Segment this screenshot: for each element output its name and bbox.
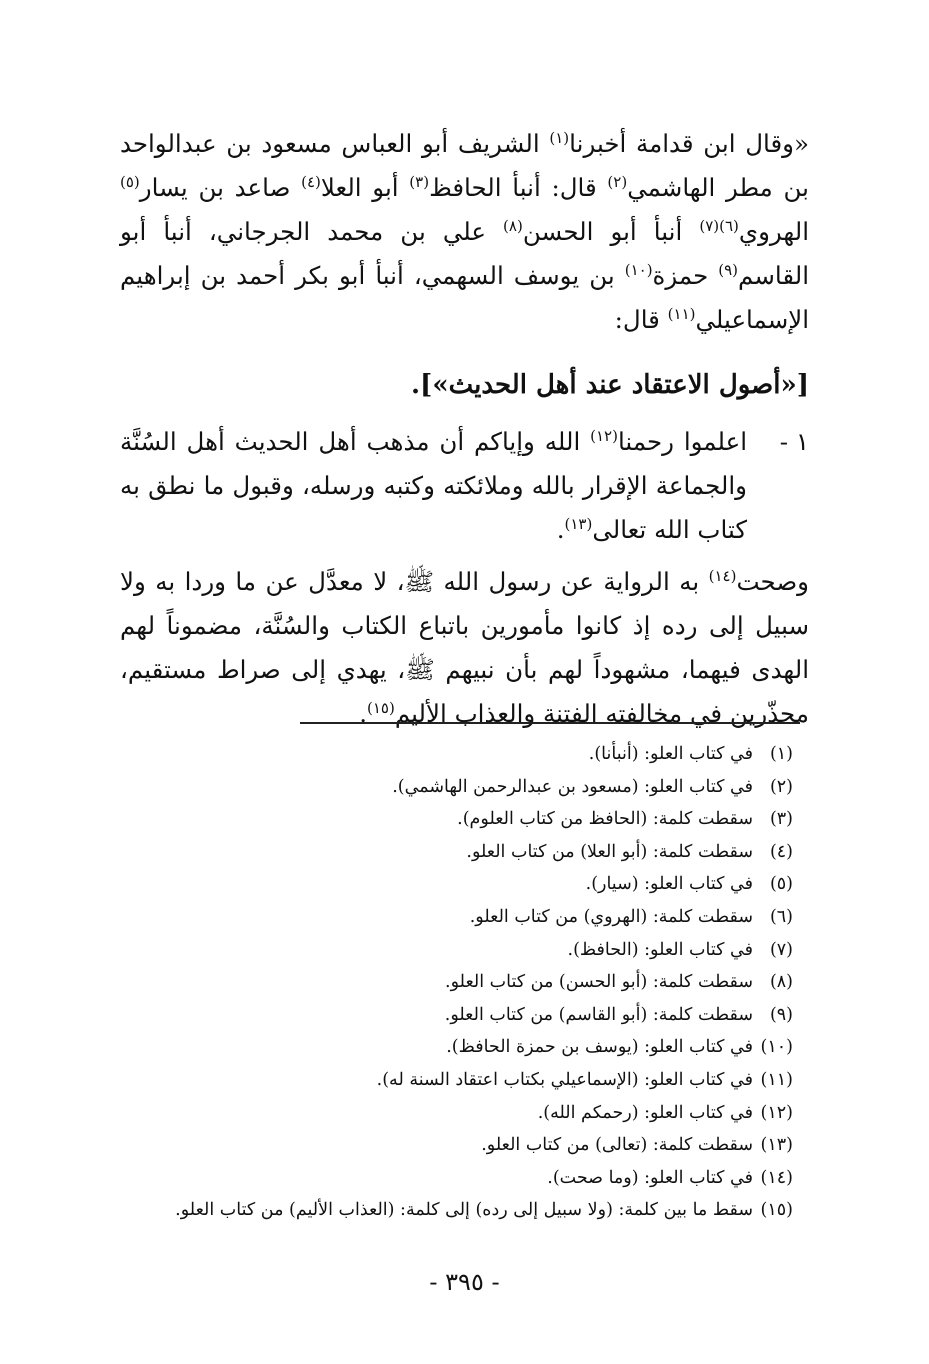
footnote-ref: (٥) [120,172,140,191]
footnote-number: (٨) [769,972,793,993]
footnote-text: في كتاب العلو: (مسعود بن عبدالرحمن الهاشمي). [392,776,753,797]
intro-text: الشريف أبو العباس مسعود بن عبدالواحد بن مطر الهاشمي [120,129,809,202]
footnote-text: سقطت كلمة: (أبو القاسم) من كتاب العلو. [444,1004,753,1025]
intro-text: «وقال ابن قدامة أخبرنا [569,129,809,158]
footnote-text: في كتاب العلو: (رحمكم الله). [537,1102,753,1123]
footnote-ref: (١٠) [624,260,653,279]
footnote-text: سقطت كلمة: (الحافظ من كتاب العلوم). [457,809,753,830]
footnote-item [150,868,793,901]
footnote-item [150,803,793,836]
footnote-text: في كتاب العلو: (يوسف بن حمزة الحافظ). [446,1037,753,1058]
intro-text: الهروي [738,217,809,246]
footnote-item [150,934,793,967]
footnote-text: سقط ما بين كلمة: (ولا سبيل إلى رده) إلى كلمة: (العذاب الأليم) من كتاب العلو. [175,1200,753,1221]
footnote-ref: (١٥) [367,698,395,717]
footnote-item [150,999,793,1032]
footnote-text: في كتاب العلو: (وما صحت). [547,1167,753,1188]
footnote-number: (١٤) [760,1167,793,1188]
footnote-number: (٧) [769,939,793,960]
para-text: . [359,699,367,728]
footnote-item [150,966,793,999]
footnote-number: (١١) [760,1069,793,1090]
footnote-text: سقطت كلمة: (أبو العلا) من كتاب العلو. [466,841,753,862]
footnote-ref: (٧) [699,216,720,235]
intro-text: بن يوسف السهمي، أنبأ أبو بكر أحمد بن إبراهيم الإسماعيلي [120,261,809,334]
footnote-ref: (١٣) [564,514,593,533]
item-text-part: . [556,515,565,544]
footnote-ref: (٢) [607,172,628,191]
footnote-divider [300,722,800,724]
numbered-item [120,420,809,552]
footnote-text: سقطت كلمة: (أبو الحسن) من كتاب العلو. [445,972,753,993]
intro-text: علي بن محمد الجرجاني، أنبأ أبو القاسم [120,217,809,290]
footnote-number: (٤) [769,841,793,862]
footnote-number: (٥) [769,874,793,895]
footnote-ref: (١٤) [708,566,737,585]
footnote-item [150,771,793,804]
footnote-number: (١٥) [760,1200,793,1221]
footnote-ref: (١١) [667,304,696,323]
footnote-ref: (٦) [719,216,739,235]
section-heading: [«أصول الاعتقاد عند أهل الحديث»]. [410,370,809,400]
footnote-item [150,901,793,934]
footnote-text: في كتاب العلو: (أنبأنا). [588,744,753,764]
body-paragraph [120,560,809,736]
footnote-number: (١٢) [760,1102,793,1123]
page-number: - ٣٩٥ - [429,1268,500,1296]
main-text [120,122,809,736]
footnote-ref: (٤) [301,172,321,191]
footnote-item [150,1194,793,1227]
footnote-item [150,1031,793,1064]
footnote-item [150,836,793,869]
intro-text: قال: [614,305,668,334]
footnote-item [150,1064,793,1097]
para-text: وصحت [736,567,809,596]
footnote-ref: (٩) [718,260,739,279]
footnote-text: في كتاب العلو: (الإسماعيلي بكتاب اعتقاد السنة له). [376,1069,753,1090]
footnote-ref: (١) [549,128,570,147]
footnote-item [150,1097,793,1130]
footnote-item [150,1162,793,1195]
footnote-number: (٢) [769,776,793,797]
footnote-text: في كتاب العلو: (الحافظ). [567,939,753,960]
intro-text: حمزة [652,261,719,290]
footnote-ref: (١٢) [590,426,618,445]
footnote-number: (٦) [769,906,793,927]
footnote-item [150,1129,793,1162]
intro-text: أنبأ أبو الحسن [522,217,700,246]
item-number: ١ - [779,427,809,456]
intro-paragraph [120,122,809,342]
footnote-number: (٣) [769,809,793,830]
intro-text: أبو العلا [320,173,410,202]
footnote-number: (١٣) [760,1135,793,1156]
item-text-part: اعلموا رحمنا [617,427,747,456]
footnote-text: سقطت كلمة: (تعالى) من كتاب العلو. [481,1135,753,1156]
footnote-number: (١) [769,744,793,764]
intro-text: قال: أنبأ الحافظ [429,173,608,202]
footnote-ref: (٨) [503,216,523,235]
para-text: به الرواية عن رسول الله ﷺ، لا معدَّل عن ما وردا به ولا سبيل إلى رده إذ كانوا مأمورين باتباع الكتاب والسُنَّة، مضموناً لهم الهدى فيهما، مشهوداً لهم بأن نبيهم ﷺ، يهدي إلى صراط مستقيم، محذّرين في مخالفته الفتنة والعذاب الأليم [120,567,809,728]
intro-text: صاعد بن يسار [139,173,302,202]
footnote-text: في كتاب العلو: (سيار). [585,874,753,895]
footnote-text: سقطت كلمة: (الهروي) من كتاب العلو. [469,906,753,927]
footnote-number: (١٠) [760,1037,793,1058]
footnote-ref: (٣) [409,172,430,191]
footnotes [150,738,793,1227]
footnote-number: (٩) [769,1004,793,1025]
footnote-item [150,738,793,771]
item-text-part: الله وإياكم أن مذهب أهل الحديث أهل السُنَّة والجماعة الإقرار بالله وملائكته وكتبه ورسله، وقبول ما نطق به كتاب الله تعالى [120,427,747,544]
item-text [120,420,747,552]
